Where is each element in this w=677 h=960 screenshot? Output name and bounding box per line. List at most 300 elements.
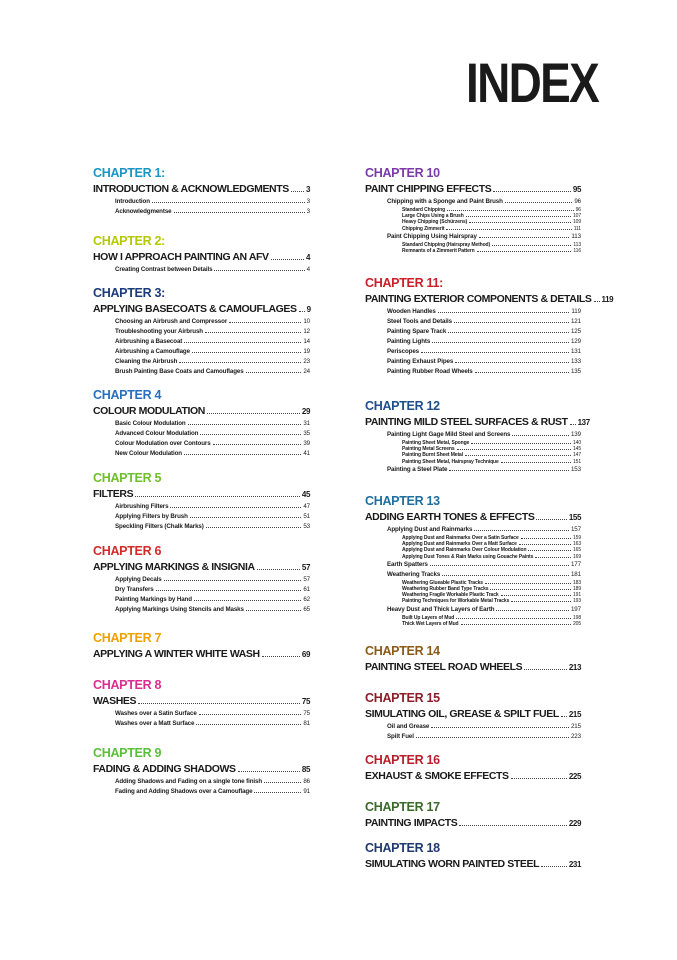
dot-leader (519, 544, 571, 545)
section-entry-title: Painting Lights (387, 338, 431, 345)
dot-leader (229, 322, 301, 323)
chapter-title-title: PAINT CHIPPING EFFECTS (365, 183, 492, 195)
chapter-title[interactable] (93, 250, 310, 265)
section-entry-title: Chipping with a Sponge and Paint Brush (387, 198, 503, 205)
dot-leader (561, 716, 567, 717)
section-entry-title: Applying Filters by Brush (115, 513, 188, 520)
dot-leader (152, 202, 305, 203)
section-entry-title: Oil and Grease (387, 723, 430, 730)
section-entry-page: 35 (303, 430, 310, 437)
section-entry-page: 129 (570, 338, 581, 345)
dot-leader (475, 372, 569, 373)
section-entry[interactable] (93, 419, 310, 429)
section-entry-title: Earth Spatters (387, 560, 428, 568)
section-entry[interactable] (93, 522, 310, 532)
subsection-entry-page: 145 (572, 446, 581, 453)
chapter-block (93, 285, 310, 377)
section-entry-page: 91 (303, 788, 310, 795)
section-entry-page: 135 (570, 368, 581, 375)
dot-leader (138, 703, 300, 704)
subsection-entry-title: Standard Chipping (402, 207, 446, 213)
chapter-block (365, 752, 581, 784)
section-entry[interactable] (93, 449, 310, 459)
dot-leader (477, 251, 572, 252)
section-entry-page: 47 (303, 503, 310, 510)
dot-leader (505, 202, 572, 203)
section-entry-title: Periscopes (387, 348, 420, 355)
section-entry-page: 119 (571, 308, 581, 315)
subsection-entry-title: Large Chips Using a Brush (402, 213, 464, 220)
section-entry[interactable] (93, 719, 310, 729)
section-entry-title: Creating Contrast between Details (115, 266, 213, 273)
chapter-title-page: 155 (568, 513, 581, 522)
section-entry-page: 125 (570, 328, 581, 335)
chapter-label: CHAPTER 12 (365, 399, 440, 413)
section-entry-page: 81 (303, 720, 310, 727)
subsection-entry-title: Applying Dust Tones & Rain Marks using Gouache Paints (402, 553, 534, 560)
subsection-entry-page: 113 (573, 241, 581, 248)
chapter-title-title: SIMULATING WORN PAINTED STEEL (365, 858, 540, 870)
chapter-title-page: 45 (301, 490, 310, 499)
chapter-label: CHAPTER 11: (365, 276, 443, 290)
section-entry-page: 51 (303, 513, 310, 520)
section-entry-title: Wooden Handles (387, 308, 436, 315)
chapter-title-page: 137 (577, 418, 590, 427)
chapter-label: CHAPTER 18 (365, 841, 440, 855)
dot-leader (448, 332, 569, 333)
subsection-entry-title: Standard Chipping (Hairspray Method) (402, 241, 491, 248)
section-entry-page: 131 (570, 348, 581, 355)
section-entry-page: 19 (303, 348, 310, 355)
subsection-entry-title: Applying Dust and Rainmarks Over Colour Modulation (402, 547, 527, 554)
chapter-title-title: ADDING EARTH TONES & EFFECTS (365, 511, 535, 523)
section-entry[interactable] (365, 307, 581, 317)
section-entry-page: 96 (574, 198, 581, 205)
chapter-title-page: 215 (568, 710, 582, 719)
section-entry-page: 177 (570, 560, 581, 568)
section-entry[interactable] (365, 525, 581, 535)
section-entry[interactable] (93, 357, 310, 367)
section-entry-page: 113 (571, 232, 581, 240)
chapter-title-title: SIMULATING OIL, GREASE & SPILT FUEL (365, 708, 559, 720)
chapter-block (93, 165, 310, 217)
chapter-block (365, 165, 581, 254)
subsection-entry-title: Painting Sheet Metal, Hairspray Technique (402, 458, 499, 465)
dot-leader (461, 624, 571, 625)
section-entry-page: 41 (303, 450, 310, 457)
dot-leader (466, 216, 571, 217)
subsection-entry-title: Applying Dust and Rainmarks Over a Matt Surface (402, 541, 517, 548)
dot-leader (469, 222, 571, 223)
section-entry-page: 157 (570, 526, 581, 533)
chapter-title[interactable] (365, 769, 581, 784)
dot-leader (432, 342, 569, 343)
chapter-label: CHAPTER 3: (93, 286, 166, 300)
chapter-block (365, 643, 581, 675)
section-entry-title: Washes over a Matt Surface (115, 720, 195, 727)
section-entry-page: 121 (570, 318, 581, 325)
section-entry-page: 53 (303, 523, 310, 530)
chapter-title[interactable] (93, 487, 310, 502)
chapter-title-title: WASHES (93, 695, 137, 707)
section-entry-title: Cleaning the Airbrush (115, 358, 178, 365)
chapter-title[interactable] (365, 510, 581, 525)
dot-leader (200, 434, 301, 435)
subsection-entry-page: 191 (572, 592, 581, 599)
dot-leader (479, 237, 570, 238)
subsection-entry-page: 159 (572, 535, 581, 541)
chapter-title[interactable] (93, 302, 310, 317)
chapter-label: CHAPTER 4 (93, 388, 162, 402)
subsection-entry-page: 205 (572, 620, 581, 627)
chapter-title[interactable] (93, 404, 310, 419)
section-entry-page: 39 (303, 440, 310, 447)
chapter-title-title: COLOUR MODULATION (93, 405, 205, 417)
chapter-title[interactable] (93, 762, 310, 777)
dot-leader (207, 413, 300, 414)
subsection-entry-title: Painting Sheet Metal, Sponge (402, 440, 470, 446)
dot-leader (465, 455, 571, 456)
dot-leader (206, 527, 302, 528)
subsection-entry-title: Heavy Chipping (Schürzens) (402, 219, 468, 226)
section-entry[interactable] (93, 429, 310, 439)
chapter-title-page: 229 (568, 819, 581, 828)
subsection-entry-title: Weathering Glueable Plastic Tracks (402, 579, 483, 586)
subsection-entry-title: Remnants of a Zimmerit Pattern (402, 248, 475, 255)
section-entry-title: Colour Modulation over Contours (115, 440, 211, 447)
dot-leader (246, 610, 301, 611)
chapter-title-title: INTRODUCTION & ACKNOWLEDGMENTS (93, 183, 289, 195)
section-entry[interactable] (93, 787, 310, 797)
subsection-entry-page: 183 (572, 579, 581, 586)
section-entry[interactable] (365, 430, 581, 440)
subsection-entry-page: 107 (572, 213, 581, 220)
section-entry-page: 23 (303, 358, 310, 365)
dot-leader (254, 792, 301, 793)
dot-leader (438, 312, 570, 313)
section-entry[interactable] (93, 502, 310, 512)
chapter-title-page: 57 (301, 563, 310, 572)
section-entry[interactable] (365, 367, 581, 377)
dot-leader (184, 342, 301, 343)
dot-leader (570, 424, 576, 425)
chapter-title-page: 213 (568, 663, 581, 672)
subsection-entry-title: Weathering Rubber Band Type Tracks (402, 586, 489, 593)
section-entry[interactable] (365, 347, 581, 357)
section-entry-page: 65 (303, 606, 310, 613)
dot-leader (536, 519, 566, 520)
section-entry-title: Paint Chipping Using Hairspray (387, 232, 477, 240)
subsection-entry-page: 140 (572, 440, 581, 446)
chapter-label: CHAPTER 10 (365, 166, 440, 180)
dot-leader (594, 301, 600, 302)
chapter-block (93, 470, 310, 532)
dot-leader (528, 550, 570, 551)
dot-leader (512, 435, 569, 436)
section-entry-title: Painting Markings by Hand (115, 596, 192, 603)
section-entry-title: Washes over a Satin Surface (115, 710, 197, 717)
section-entry-title: Basic Colour Modulation (115, 420, 186, 427)
chapter-title[interactable] (365, 415, 590, 430)
dot-leader (190, 517, 302, 518)
subsection-entry-page: 96 (575, 207, 581, 213)
section-entry[interactable] (93, 197, 310, 207)
section-entry[interactable] (365, 197, 581, 207)
chapter-label: CHAPTER 5 (93, 471, 162, 485)
dot-leader (501, 462, 571, 463)
chapter-title-title: PAINTING STEEL ROAD WHEELS (365, 661, 523, 673)
dot-leader (262, 656, 300, 657)
section-entry-title: Painting Light Gage Mild Steel and Screens (387, 431, 511, 438)
chapter-block (93, 233, 310, 275)
section-entry-title: Airbrushing a Camouflage (115, 348, 190, 355)
section-entry-title: Introduction (115, 198, 150, 205)
chapter-title[interactable] (93, 182, 310, 197)
dot-leader (238, 771, 300, 772)
dot-leader (205, 332, 301, 333)
subsection-entry[interactable] (365, 621, 581, 627)
subsection-entry-page: 116 (573, 248, 581, 255)
section-entry-title: Applying Markings Using Stencils and Masks (115, 606, 244, 613)
section-entry[interactable] (93, 575, 310, 585)
chapter-label: CHAPTER 2: (93, 234, 166, 248)
chapter-title-page: 9 (306, 305, 311, 314)
dot-leader (214, 270, 304, 271)
dot-leader (264, 782, 301, 783)
chapter-title-page: 85 (301, 765, 310, 774)
section-entry[interactable] (93, 709, 310, 719)
section-entry[interactable] (93, 367, 310, 377)
dot-leader (535, 557, 571, 558)
subsection-entry-page: 193 (572, 598, 581, 605)
subsection-entry-page: 109 (572, 219, 581, 226)
chapter-title-title: PAINTING EXTERIOR COMPONENTS & DETAILS (365, 293, 592, 305)
section-entry-title: Advanced Colour Modulation (115, 430, 199, 437)
section-entry[interactable] (93, 585, 310, 595)
section-entry-title: Applying Decals (115, 576, 162, 583)
section-entry-title: New Colour Modulation (115, 450, 182, 457)
dot-leader (184, 454, 301, 455)
section-entry-title: Steel Tools and Details (387, 318, 452, 325)
section-entry[interactable] (93, 595, 310, 605)
subsection-entry-title: Painting Burnt Sheet Metal (402, 452, 464, 459)
section-entry[interactable] (365, 732, 581, 742)
chapter-label: CHAPTER 15 (365, 691, 440, 705)
chapter-title[interactable] (365, 707, 581, 722)
dot-leader (257, 569, 300, 570)
subsection-entry-title: Applying Dust and Rainmarks Over a Satin Surface (402, 535, 519, 541)
dot-leader (199, 714, 302, 715)
dot-leader (496, 610, 569, 611)
section-entry-title: Painting a Steel Plate (387, 465, 448, 473)
section-entry[interactable] (93, 347, 310, 357)
chapter-title-title: APPLYING MARKINGS & INSIGNIA (93, 561, 255, 573)
chapter-title-page: 3 (305, 185, 310, 194)
chapter-block (93, 745, 310, 797)
dot-leader (213, 444, 302, 445)
dot-leader (192, 352, 301, 353)
section-entry[interactable] (365, 605, 581, 615)
dot-leader (471, 443, 571, 444)
dot-leader (454, 322, 569, 323)
dot-leader (541, 866, 567, 867)
dot-leader (449, 470, 569, 471)
section-entry-title: Troubleshooting your Airbrush (115, 328, 203, 335)
section-entry[interactable] (365, 560, 581, 570)
chapter-title-title: PAINTING MILD STEEL SURFACES & RUST (365, 416, 568, 428)
section-entry-page: 3 (306, 208, 310, 215)
section-entry-page: 133 (570, 358, 581, 365)
section-entry-page: 86 (303, 778, 310, 785)
chapter-label: CHAPTER 8 (93, 678, 162, 692)
section-entry[interactable] (365, 722, 581, 732)
chapter-label: CHAPTER 17 (365, 800, 440, 814)
dot-leader (459, 825, 566, 826)
section-entry[interactable] (365, 357, 581, 367)
dot-leader (511, 601, 571, 602)
chapter-title-title: FILTERS (93, 488, 134, 500)
section-entry-page: 31 (303, 420, 310, 427)
chapter-block (93, 630, 310, 662)
chapter-title-title: HOW I APPROACH PAINTING AN AFV (93, 251, 269, 263)
section-entry[interactable] (93, 317, 310, 327)
section-entry[interactable] (365, 337, 581, 347)
section-entry-page: 139 (570, 431, 581, 438)
section-entry-page: 223 (570, 733, 581, 740)
dot-leader (492, 245, 571, 246)
section-entry[interactable] (93, 605, 310, 615)
chapter-title-page: 225 (568, 772, 581, 781)
section-entry[interactable] (93, 207, 310, 217)
section-entry-title: Acknowledgmentse (115, 208, 172, 215)
chapter-title[interactable] (93, 560, 310, 575)
subsection-entry-title: Painting Techniques for Workable Metal Tracks (402, 598, 510, 605)
dot-leader (457, 449, 571, 450)
subsection-entry-title: Built Up Layers of Mud (402, 614, 455, 621)
section-entry[interactable] (365, 465, 581, 475)
section-entry[interactable] (93, 265, 310, 275)
chapter-title[interactable] (365, 660, 581, 675)
chapter-title-page: 4 (305, 253, 310, 262)
dot-leader (442, 575, 569, 576)
chapter-title[interactable] (93, 647, 310, 662)
chapter-title[interactable] (365, 182, 581, 197)
chapter-title[interactable] (93, 694, 310, 709)
section-entry-title: Dry Transfers (115, 586, 154, 593)
chapter-title-page: 231 (568, 860, 581, 869)
dot-leader (456, 618, 571, 619)
chapter-block (365, 799, 581, 831)
dot-leader (511, 778, 567, 779)
dot-leader (455, 362, 569, 363)
section-entry-title: Painting Exhaust Pipes (387, 358, 454, 365)
dot-leader (188, 424, 302, 425)
dot-leader (447, 210, 574, 211)
subsection-entry-title: Thick Wet Layers of Mud (402, 620, 459, 627)
section-entry-page: 215 (570, 723, 581, 730)
chapter-title[interactable] (365, 857, 581, 872)
dot-leader (179, 362, 301, 363)
chapter-title-title: APPLYING BASECOATS & CAMOUFLAGES (93, 303, 297, 315)
section-entry-title: Applying Dust and Rainmarks (387, 526, 473, 533)
chapter-label: CHAPTER 13 (365, 494, 440, 508)
section-entry[interactable] (93, 777, 310, 787)
chapter-title-page: 119 (601, 295, 614, 304)
section-entry-page: 12 (303, 328, 310, 335)
section-entry[interactable] (93, 337, 310, 347)
subsection-entry[interactable] (365, 248, 581, 254)
section-entry[interactable] (93, 439, 310, 449)
section-entry-page: 3 (306, 198, 310, 205)
chapter-label: CHAPTER 1: (93, 166, 166, 180)
dot-leader (501, 595, 571, 596)
chapter-title[interactable] (365, 816, 581, 831)
subsection-entry-page: 111 (573, 225, 581, 232)
section-entry-title: Painting Rubber Road Wheels (387, 368, 473, 375)
section-entry[interactable] (93, 327, 310, 337)
dot-leader (485, 583, 571, 584)
section-entry-page: 10 (303, 318, 310, 325)
dot-leader (135, 496, 300, 497)
chapter-block (93, 677, 310, 729)
section-entry[interactable] (93, 512, 310, 522)
dot-leader (416, 737, 569, 738)
section-entry-title: Painting Spare Track (387, 328, 447, 335)
dot-leader (493, 191, 571, 192)
section-entry-page: 4 (306, 266, 310, 273)
section-entry-title: Spilt Fuel (387, 733, 414, 740)
section-entry-title: Brush Painting Base Coats and Camouflages (115, 368, 244, 375)
dot-leader (196, 724, 301, 725)
section-entry[interactable] (365, 570, 581, 580)
dot-leader (164, 580, 302, 581)
section-entry-title: Airbrushing a Basecoat (115, 338, 183, 345)
chapter-title-title: APPLYING A WINTER WHITE WASH (93, 648, 260, 660)
dot-leader (246, 372, 302, 373)
dot-leader (291, 191, 304, 192)
subsection-entry-page: 151 (572, 458, 581, 465)
chapter-title-page: 69 (301, 650, 310, 659)
section-entry[interactable] (365, 232, 581, 242)
dot-leader (474, 530, 569, 531)
dot-leader (299, 311, 305, 312)
dot-leader (174, 212, 305, 213)
chapter-title-title: PAINTING IMPACTS (365, 817, 458, 829)
subsection-entry-page: 163 (572, 541, 581, 548)
chapter-label: CHAPTER 14 (365, 644, 440, 658)
chapter-label: CHAPTER 7 (93, 631, 162, 645)
section-entry[interactable] (365, 317, 581, 327)
subsection-entry-page: 189 (572, 586, 581, 593)
section-entry-title: Weathering Tracks (387, 570, 441, 578)
chapter-block (365, 275, 614, 377)
dot-leader (194, 600, 301, 601)
chapter-title[interactable] (365, 292, 614, 307)
subsection-entry-title: Chipping Zimmerit (402, 225, 445, 232)
subsection-entry-page: 169 (572, 553, 581, 560)
dot-leader (524, 669, 567, 670)
section-entry-page: 75 (303, 710, 310, 717)
subsection-entry-title: Painting Metal Screens (402, 446, 455, 453)
dot-leader (431, 727, 569, 728)
section-entry-title: Heavy Dust and Thick Layers of Earth (387, 605, 495, 613)
section-entry-page: 153 (570, 465, 581, 473)
section-entry[interactable] (365, 327, 581, 337)
dot-leader (430, 565, 569, 566)
section-entry-page: 14 (303, 338, 310, 345)
page-title: INDEX (466, 51, 599, 114)
subsection-entry-page: 198 (572, 614, 581, 621)
